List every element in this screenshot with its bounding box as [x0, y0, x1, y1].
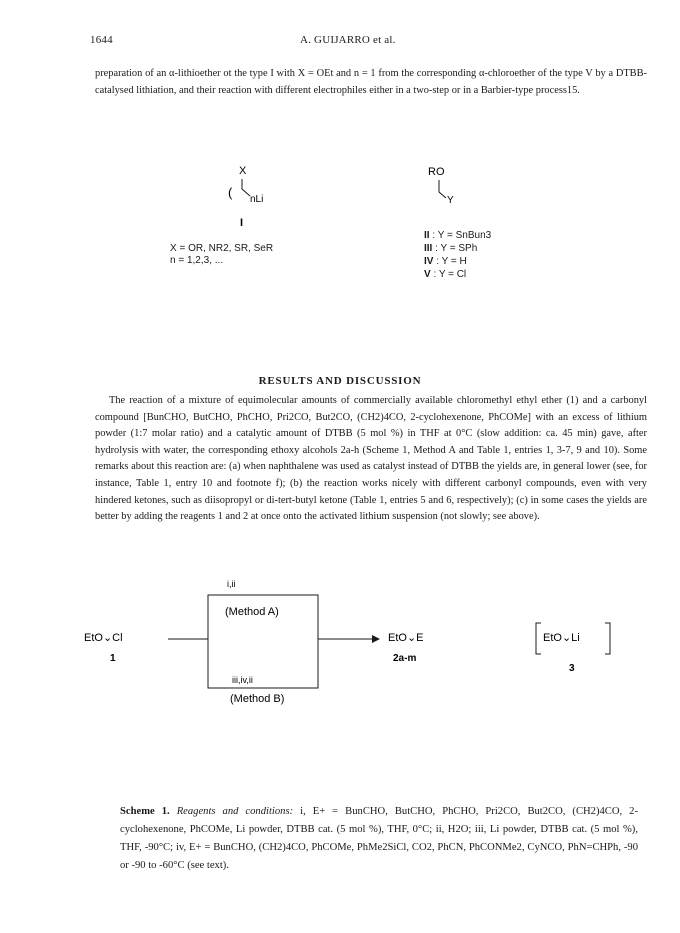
conditions-bottom: iii,iv,ii — [232, 675, 253, 685]
entry-V-text: : Y = Cl — [433, 269, 467, 280]
reactant-1: EtO⌄Cl — [84, 632, 123, 644]
x-definition: X = OR, NR2, SR, SeR — [170, 243, 274, 254]
left-bracket — [536, 623, 541, 654]
scheme-1-drawing — [80, 575, 640, 705]
structure-right — [420, 162, 540, 222]
right-bracket — [605, 623, 610, 654]
caption-text — [120, 803, 638, 875]
results-text: The reaction of a mixture of equimolecular amounts of commercially available chloromethyl ethyl ether (1) and a carbonyl compound [BunCHO, ButCHO, PhCHO, Pri2CO, But2CO, (CH2)4CO, 2-cyclohexenone, PhCOMe] with an excess of lithium powder (1:7 molar ratio) and a catalytic amount of DTBB (5 mol %) in THF at 0°C (slow addition: ca. 45 min) gave, after hydrolysis with water, the corresponding ethoxy alcohols 2a-h (Scheme 1, Method A and Table 1, entries 1, 3-7, 9 and 10). Some remarks about this reaction are: (a) when naphthalene was used as catalyst instead of DTBB the yields are, in general lower (see, for instance, Table 1, entry 10 and footnote f); (b) the reaction works nicely with different carbonyl compounds, even with very hindered ketones, such as diisopropyl or di-tert-butyl ketone (Table 1, entries 5 and 6, respectively); (c) in some cases the yields are better by adding the reagents 1 and 2 at once onto the activated lithium suspension (not slowly; see above). — [95, 395, 647, 523]
entry-V — [424, 268, 564, 281]
conditions-top: i,ii — [227, 579, 236, 589]
caption-title: Scheme 1. — [120, 806, 170, 817]
caption-subtitle: Reagents and conditions: — [176, 806, 294, 817]
entry-IV — [424, 255, 564, 268]
method-b-label: (Method B) — [230, 693, 285, 705]
entry-V-num: V — [424, 269, 431, 280]
caption-body: i, E+ = BunCHO, ButCHO, PhCHO, Pri2CO, But2CO, (CH2)4CO, 2-cyclohexenone, PhCOMe, Li powder, DTBB cat. (5 mol %), THF, 0°C; ii, H2O; iii, Li powder, DTBB cat. (5 mol %), THF, -90°C; iv, E+ = BunCHO, (CH2)4CO, PhCOMe, PhMe2SiCl, CO2, PhCN, PhCONMe2, CyNCO, PhN=CHPh, -90 or -90 to -60°C (see text). — [120, 806, 638, 871]
y-label: Y — [447, 195, 454, 206]
results-paragraph — [95, 393, 647, 526]
ro-label: RO — [428, 166, 445, 178]
li-subscript-label: nLi — [250, 194, 264, 205]
structure-right-entries — [424, 229, 564, 281]
entry-II — [424, 229, 564, 242]
running-title: A. GUIJARRO et al. — [300, 34, 396, 46]
scheme-caption — [120, 803, 638, 875]
intro-paragraph — [95, 66, 647, 99]
compound-number-I: I — [240, 217, 244, 229]
intro-text: preparation of an α-lithioether ot the type I with X = OEt and n = 1 from the corresponding α-chloroether of the type V by a DTBB-catalysed lithiation, and their reaction with different electrophiles either in a two-step or in a Barbier-type process15. — [95, 68, 647, 96]
scheme-1 — [80, 575, 640, 705]
ro-bond — [439, 180, 446, 198]
arrow-head-icon — [372, 635, 380, 643]
structure-left-definitions — [170, 243, 350, 267]
bracket-glyph: ( — [228, 185, 233, 200]
intermediate-3-label: 3 — [569, 663, 575, 674]
chain-bond — [242, 179, 250, 196]
product-2-label: 2a-m — [393, 653, 417, 664]
x-substituent-label: X — [239, 165, 247, 177]
n-definition: n = 1,2,3, ... — [170, 255, 224, 266]
structure-right-drawing — [420, 162, 540, 222]
entry-III-num: III — [424, 243, 433, 254]
entry-III-text: : Y = SPh — [435, 243, 478, 254]
reactant-1-label: 1 — [110, 653, 116, 664]
section-heading: RESULTS AND DISCUSSION — [258, 375, 422, 387]
entry-II-text: : Y = SnBun3 — [432, 230, 492, 241]
entry-IV-num: IV — [424, 256, 434, 267]
entry-III — [424, 242, 564, 255]
entry-IV-text: : Y = H — [436, 256, 467, 267]
method-a-label: (Method A) — [225, 606, 279, 618]
product-2: EtO⌄E — [388, 632, 424, 644]
page-number: 1644 — [90, 34, 113, 46]
intermediate-3: EtO⌄Li — [543, 632, 580, 644]
entry-II-num: II — [424, 230, 430, 241]
